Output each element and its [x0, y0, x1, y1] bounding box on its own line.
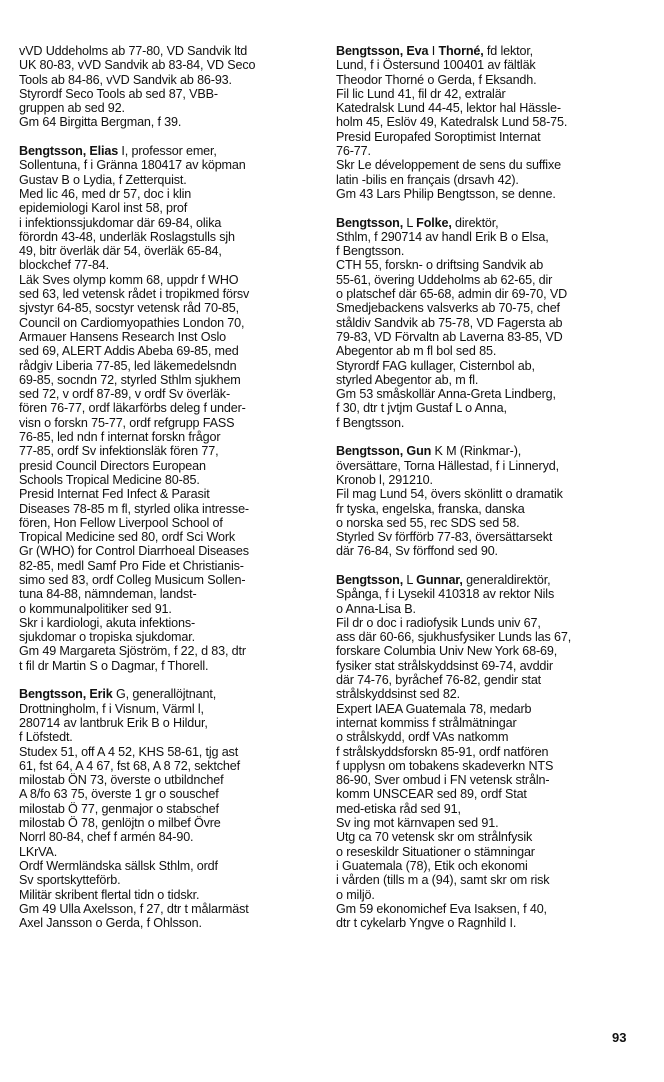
- entry-line: rådgiv Liberia 77-85, led läkemedelsndn: [19, 358, 237, 373]
- entry-line: holm 45, Eslöv 49, Katedralsk Lund 58-75.: [336, 115, 568, 130]
- entry-line: 55-61, övering Uddeholms ab 62-65, dir: [336, 272, 553, 287]
- entry-line: f strålskyddsforskn 85-91, ordf natfören: [336, 744, 549, 759]
- entry-line: 86-90, Sver ombud i FN vetensk stråln-: [336, 773, 550, 788]
- entry-line: epidemiologi Karol inst 58, prof: [19, 201, 188, 216]
- entry-line: Fil lic Lund 41, fil dr 42, extralär: [336, 86, 506, 101]
- entry-line: i Guatemala (78), Etik och ekonomi: [336, 858, 528, 873]
- entry-name: Bengtsson, Elias: [19, 144, 119, 159]
- entry-line: 79-83, VD Förvaltn ab Laverna 83-85, VD: [336, 329, 563, 344]
- entry-line: latin -bilis en français (drsavh 42).: [336, 172, 519, 187]
- entry-line: 69-85, socndn 72, styrled Sthlm sjukhem: [19, 372, 241, 387]
- entry-line: Council on Cardiomyopathies London 70,: [19, 315, 245, 330]
- entry-line: fören, Hon Fellow Liverpool School of: [19, 515, 223, 530]
- entry-line: 82-85, medl Samf Pro Fide et Christianis-: [19, 558, 244, 573]
- entry-line: fd lektor,: [483, 44, 534, 58]
- entry-line: Presid Europafed Soroptimist Internat: [336, 129, 541, 144]
- entry-name: Bengtsson,: [336, 572, 404, 587]
- entry-line: L: [403, 572, 417, 587]
- entry-line: Armauer Hansens Research Inst Oslo: [19, 329, 226, 344]
- entry-line: tuna 84-88, nämndeman, landst-: [19, 587, 197, 602]
- entry-line: sjukdomar o tropiska sjukdomar.: [19, 630, 195, 645]
- entry-line: Kronob l, 291210.: [336, 472, 433, 487]
- entry-line: i vården (tills m a (94), samt skr om risk: [336, 873, 550, 888]
- entry-bengtsson-eva: [336, 44, 648, 201]
- entry-name-part: Thorné,: [438, 44, 484, 58]
- entry-line: Gm 43 Lars Philip Bengtsson, se denne.: [336, 186, 556, 201]
- entry-line: Theodor Thorné o Gerda, f Eksandh.: [336, 72, 537, 87]
- entry-line: milostab ÖN 73, överste o utbildnchef: [19, 773, 224, 788]
- entry-line: LKrVA.: [19, 844, 58, 859]
- entry-line: o platschef där 65-68, admin dir 69-70, VD: [336, 287, 568, 302]
- entry-line: Gm 49 Margareta Sjöström, f 22, d 83, dtr: [19, 644, 246, 659]
- entry-line: Lund, f i Östersund 100401 av fältläk: [336, 58, 536, 73]
- entry-line: o Anna-Lisa B.: [336, 601, 416, 616]
- entry-name: Bengtsson, Erik: [19, 687, 113, 702]
- entry-line: A 8/fo 63 75, överste 1 gr o souschef: [19, 787, 219, 802]
- entry-line: sed 69, ALERT Addis Abeba 69-85, med: [19, 344, 239, 359]
- entry-line: sed 72, v ordf 87-89, v ordf Sv överläk-: [19, 387, 230, 402]
- entry-line: 76-77.: [336, 144, 371, 159]
- entry-name-part: Folke,: [416, 215, 452, 230]
- entry-line: ståldiv Sandvik ab 75-78, VD Fagersta ab: [336, 315, 563, 330]
- entry-line: Skr Le développement de sens du suffixe: [336, 158, 561, 173]
- entry-line: f 30, dtr t jvtjm Gustaf L o Anna,: [336, 401, 507, 416]
- entry-line: visn o forskn 75-77, ordf refgrupp FASS: [19, 415, 235, 430]
- entry-line: ass där 60-66, sjukhusfysiker Lunds las 67,: [336, 630, 572, 645]
- entry-line: Fil mag Lund 54, övers skönlitt o dramatik: [336, 487, 563, 502]
- entry-line: Tools ab 84-86, vVD Sandvik ab 86-93.: [19, 72, 232, 87]
- entry-name: Bengtsson, Eva: [336, 44, 429, 58]
- entry-line: Styrordf Seco Tools ab sed 87, VBB-: [19, 86, 218, 101]
- entry-line: där 74-76, byråchef 76-82, gendir stat: [336, 673, 542, 688]
- entry-line: UK 80-83, vVD Sandvik ab 83-84, VD Seco: [19, 58, 256, 73]
- entry-line: gruppen ab sed 92.: [19, 101, 125, 116]
- entry-line: Fil dr o doc i radiofysik Lunds univ 67,: [336, 615, 541, 630]
- entry-bengtsson-gunnar: [336, 573, 648, 930]
- entry-line: Läk Sves olymp komm 68, uppdr f WHO: [19, 272, 239, 287]
- entry-line: Sthlm, f 290714 av handl Erik B o Elsa,: [336, 229, 549, 244]
- entry-line: milostab Ö 77, genmajor o stabschef: [19, 801, 219, 816]
- entry-line: Presid Internat Fed Infect & Parasit: [19, 487, 210, 502]
- entry-line: sjvstyr 64-85, socstyr vetensk råd 70-85,: [19, 301, 239, 316]
- entry-line: Militär skribent flertal tidn o tidskr.: [19, 887, 200, 902]
- page-number: 93: [612, 1030, 627, 1045]
- entry-line: Sv ing mot kärnvapen sed 91.: [336, 816, 499, 831]
- entry-line: internat kommiss f strålmätningar: [336, 715, 517, 730]
- entry-line: CTH 55, forskn- o driftsing Sandvik ab: [336, 258, 544, 273]
- entry-line: t fil dr Martin S o Dagmar, f Thorell.: [19, 658, 209, 673]
- entry-line: 280714 av lantbruk Erik B o Hildur,: [19, 715, 208, 730]
- entry-line: Sollentuna, f i Gränna 180417 av köpman: [19, 158, 246, 173]
- entry-line: Diseases 78-85 m fl, styrled olika intresse-: [19, 501, 249, 516]
- entry-name: Bengtsson, Gun: [336, 444, 432, 459]
- entry-line: med-etiska råd sed 91,: [336, 801, 461, 816]
- entry-line: fr tyska, engelska, franska, danska: [336, 501, 525, 516]
- entry-line: simo sed 83, ordf Colleg Musicum Sollen-: [19, 572, 246, 587]
- entry-line: blockchef 77-84.: [19, 258, 110, 273]
- entry-line: 76-85, led ndn f internat forskn frågor: [19, 430, 221, 445]
- entry-line: i infektionssjukdomar där 69-84, olika: [19, 215, 222, 230]
- entry-bengtsson-gun: [336, 444, 648, 558]
- entry-line: strålskyddsinst sed 82.: [336, 687, 460, 702]
- entry-line: f Bengtsson.: [336, 415, 405, 430]
- entry-line: o miljö.: [336, 887, 375, 902]
- entry-line: L: [403, 215, 417, 230]
- entry-line: Gm 49 Ulla Axelsson, f 27, dtr t målarmäst: [19, 901, 249, 916]
- entry-line: Axel Jansson o Gerda, f Ohlsson.: [19, 916, 202, 931]
- entry-line: f upplysn om tobakens skadeverkn NTS: [336, 758, 554, 773]
- entry-line: fysiker stat strålskyddsinst 69-74, avddir: [336, 658, 553, 673]
- entry-line: förordn 43-48, underläk Roslagstulls sjh: [19, 229, 235, 244]
- entry-line: generaldirektör,: [462, 572, 551, 587]
- entry-line: milostab Ö 78, genlöjtn o milbef Övre: [19, 816, 221, 831]
- right-column: [336, 44, 648, 945]
- entry-line: Drottningholm, f i Visnum, Värml l,: [19, 701, 204, 716]
- entry-line: f Löfstedt.: [19, 730, 73, 745]
- entry-line: o kommunalpolitiker sed 91.: [19, 601, 172, 616]
- entry-line: I, professor emer,: [118, 144, 217, 159]
- entry-line: Gm 64 Birgitta Bergman, f 39.: [19, 115, 182, 130]
- entry-continuation: [19, 44, 319, 130]
- entry-line: Gr (WHO) for Control Diarrhoeal Diseases: [19, 544, 249, 559]
- entry-line: 61, fst 64, A 4 67, fst 68, A 8 72, sektchef: [19, 758, 240, 773]
- entry-line: 49, bitr överläk där 54, överläk 65-84,: [19, 244, 222, 259]
- entry-name-part: Gunnar,: [416, 572, 463, 587]
- entry-bengtsson-erik: [19, 687, 319, 930]
- entry-line: styrled Abegentor ab, m fl.: [336, 372, 479, 387]
- entry-line: komm UNSCEAR sed 89, ordf Stat: [336, 787, 527, 802]
- entry-line: Abegentor ab m fl bol sed 85.: [336, 344, 497, 359]
- entry-line: vVD Uddeholms ab 77-80, VD Sandvik ltd: [19, 44, 248, 58]
- entry-line: Spånga, f i Lysekil 410318 av rektor Nils: [336, 587, 555, 602]
- entry-line: Norrl 80-84, chef f armén 84-90.: [19, 830, 194, 845]
- entry-line: presid Council Directors European: [19, 458, 206, 473]
- entry-line: Styrled Sv förfförb 77-83, översättarsekt: [336, 530, 553, 545]
- entry-line: 77-85, ordf Sv infektionsläk fören 77,: [19, 444, 219, 459]
- entry-line: Gm 53 småskollär Anna-Greta Lindberg,: [336, 387, 556, 402]
- entry-line: o strålskydd, ordf VAs natkomm: [336, 730, 509, 745]
- entry-bengtsson-folke: [336, 216, 648, 430]
- entry-line: forskare Columbia Univ New York 68-69,: [336, 644, 558, 659]
- entry-line: översättare, Torna Hällestad, f i Linneryd,: [336, 458, 559, 473]
- entry-line: Styrordf FAG kullager, Cisternbol ab,: [336, 358, 535, 373]
- entry-line: fören 76-77, ordf läkarförbs deleg f under-: [19, 401, 246, 416]
- entry-line: sed 63, led vetensk rådet i tropikmed försv: [19, 287, 250, 302]
- entry-line: Studex 51, off A 4 52, KHS 58-61, tjg ast: [19, 744, 239, 759]
- entry-line: Expert IAEA Guatemala 78, medarb: [336, 701, 532, 716]
- entry-line: G, generallöjtnant,: [112, 687, 217, 702]
- entry-line: Sv sportskytteförb.: [19, 873, 121, 888]
- entry-line: Skr i kardiologi, akuta infektions-: [19, 615, 196, 630]
- entry-line: Schools Tropical Medicine 80-85.: [19, 472, 200, 487]
- entry-line: o norska sed 55, rec SDS sed 58.: [336, 515, 520, 530]
- entry-line: där 76-84, Sv förffond sed 90.: [336, 544, 498, 559]
- entry-line: Gm 59 ekonomichef Eva Isaksen, f 40,: [336, 901, 547, 916]
- entry-line: Utg ca 70 vetensk skr om strålnfysik: [336, 830, 533, 845]
- entry-line: Ordf Wermländska sällsk Sthlm, ordf: [19, 858, 218, 873]
- entry-name: Bengtsson,: [336, 215, 404, 230]
- entry-line: K M (Rinkmar-),: [431, 444, 522, 459]
- entry-line: o reseskildr Situationer o stämningar: [336, 844, 535, 859]
- entry-bengtsson-elias: [19, 144, 319, 673]
- entry-line: dtr t cykelarb Yngve o Ragnhild I.: [336, 916, 517, 931]
- entry-line: f Bengtsson.: [336, 244, 405, 259]
- entry-line: direktör,: [451, 215, 499, 230]
- entry-line: Tropical Medicine sed 80, ordf Sci Work: [19, 530, 236, 545]
- entry-line: Gustav B o Lydia, f Zetterquist.: [19, 172, 187, 187]
- entry-line: I: [428, 44, 439, 58]
- left-column: [19, 44, 319, 945]
- entry-line: Smedjebackens valsverks ab 70-75, chef: [336, 301, 560, 316]
- entry-line: Med lic 46, med dr 57, doc i klin: [19, 186, 192, 201]
- entry-line: Katedralsk Lund 44-45, lektor hal Hässle-: [336, 101, 561, 116]
